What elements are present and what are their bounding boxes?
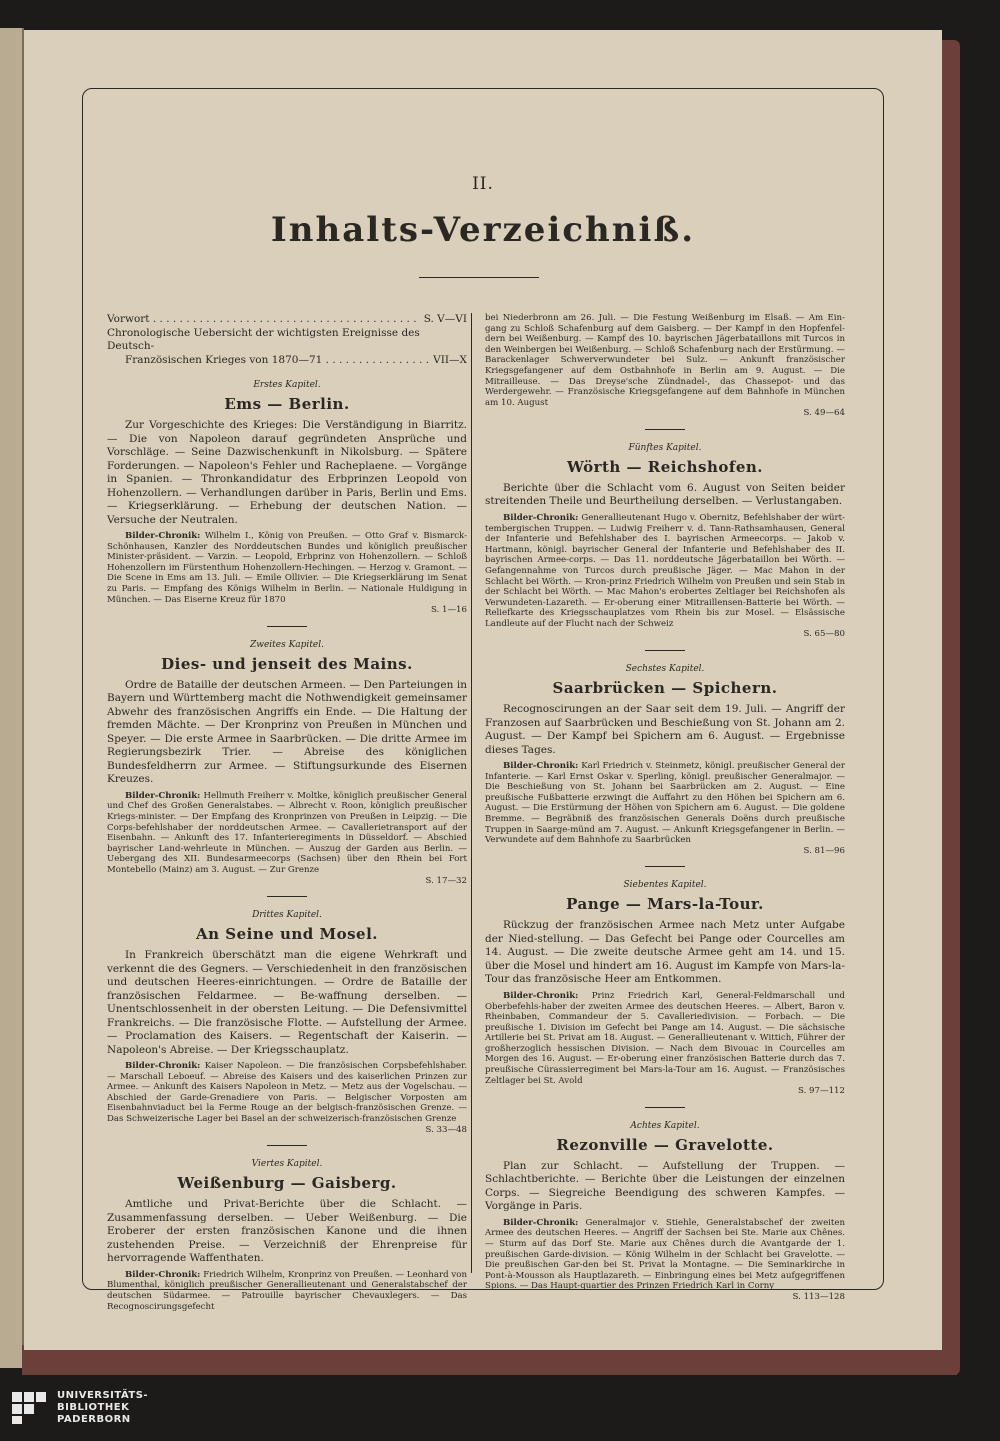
- page-title: Inhalts-Verzeichniß.: [270, 210, 696, 250]
- chapter-pages: S. 65—80: [803, 629, 845, 640]
- logo-line-2: BIBLIOTHEK: [57, 1402, 130, 1413]
- chapter-label: Sechstes Kapitel.: [625, 664, 705, 675]
- bilder-chronik-start: [107, 1270, 467, 1312]
- toc-label-cont: Französischen Krieges von 1870—71 . . .: [125, 354, 429, 368]
- bilder-text: Hellmuth Freiherr v. Moltke, königlich preußischer General und Chef des Großen Generalstabes. — Albrecht v. Roon, königlich preußischer Kriegs-minister. — Der Empfang des Kronprinzen von Preußen in Leipzig. — Die Corps-befehlshaber der norddeutschen Armee. — Cavallerietransport auf der Eisenbahn. — Ankunft des 17. Infanterieregiments in Düsseldorf. — Abschied bayrischer Land-wehrleute in München. — Auszug der Garden aus Berlin. — Uebergang des XII. Bundesarmeecorps (Sachsen) über den Rhein bei Fort Montebello (Mainz) am 3. August. — Zur Grenze: [107, 790, 467, 875]
- toc-pages: S. V—VI: [423, 313, 467, 325]
- chapter-pages: S. 97—112: [798, 1086, 845, 1097]
- chapter-title: Pange — Mars-la-Tour.: [566, 895, 764, 914]
- chapter-separator: [267, 626, 307, 627]
- chapter-pages: S. 81—96: [803, 845, 845, 856]
- book-page: [24, 30, 942, 1350]
- chapter-title: Saarbrücken — Spichern.: [552, 679, 778, 698]
- chapter-2: [107, 639, 467, 897]
- chapter-title: Rezonville — Gravelotte.: [556, 1135, 774, 1154]
- chapter-label: Viertes Kapitel.: [251, 1159, 323, 1170]
- chapter-pages: S. 1—16: [430, 605, 467, 616]
- chapter-title: Weißenburg — Gaisberg.: [177, 1174, 397, 1193]
- chapter-separator: [645, 429, 685, 430]
- column-divider: [471, 313, 472, 1273]
- chapter-4-continued: [485, 313, 845, 430]
- logo-line-1: UNIVERSITÄTS-: [57, 1390, 149, 1401]
- book-left-edge: [0, 28, 24, 1368]
- chapter-title: Dies- und jenseit des Mains.: [161, 654, 413, 673]
- bilder-chronik: [485, 513, 845, 630]
- chapter-title: Ems — Berlin.: [224, 395, 350, 413]
- left-column: [107, 313, 467, 1312]
- bilder-label: Bilder-Chronik:: [125, 1269, 201, 1280]
- bilder-label: Bilder-Chronik:: [503, 512, 579, 523]
- library-logo-text: [57, 1390, 148, 1426]
- toc-entry-vorwort: [107, 313, 467, 327]
- chapter-3: [107, 909, 467, 1146]
- chapter-title: Wörth — Reichshofen.: [566, 457, 764, 476]
- chapter-title: An Seine und Mosel.: [195, 925, 379, 944]
- bilder-label: Bilder-Chronik:: [503, 1217, 579, 1228]
- bilder-chronik: [107, 791, 467, 876]
- bilder-text: Prinz Friedrich Karl, General-Feldmarschall und Oberbefehls-haber der zweiten Armee des deutschen Heeres. — Albert, Baron v. Rheinbaben, Commandeur der 5. Cavalleriedivision. — Forbach. — Die preußische 1. Division im Gefecht bei Pange am 14. August. — Die sächsische Artillerie bei St. Privat am 18. August. — Generallieutenant v. Wittich, Führer der großherzoglich hessischen Division. — Nach dem Bivouac in Courcelles am Morgen des 16. August. — Er-oberung einer französischen Batterie durch das 7. preußische Cürassierregiment bei Mars-la-Tour am 16. August. — Französisches Zeltlager bei St. Avold: [485, 990, 846, 1086]
- bilder-label: Bilder-Chronik:: [125, 790, 201, 801]
- toc-entry-chronologie: [107, 327, 467, 354]
- chapter-separator: [645, 866, 685, 867]
- bilder-chronik: [485, 1218, 845, 1292]
- bilder-chronik-continued: [485, 313, 845, 408]
- bilder-chronik: [107, 531, 467, 605]
- bilder-chronik: [485, 991, 845, 1086]
- toc-label: Vorwort . . .: [107, 313, 420, 327]
- chapter-pages: S. 33—48: [425, 1124, 467, 1135]
- bilder-text: Kaiser Napoleon. — Die französischen Corpsbefehlshaber. — Marschall Leboeuf. — Abreise des Kaisers und des kaiserlichen Prinzen zur Armee. — Ankunft des Kaisers Napoleon in Metz. — Metz aus der Vogelschau. — Abschied der Garde-Grenadiere von Paris. — Belgischer Vorposten am Eisenbahnviaduct bei la Ferme Rouge an der belgisch-französischen Grenze. — Das Schweizerische Lager bei Basel an der schweizerisch-französischen Grenze: [107, 1061, 468, 1125]
- chapter-label: Erstes Kapitel.: [253, 380, 321, 390]
- bilder-label: Bilder-Chronik:: [125, 531, 201, 541]
- chapter-1: [107, 379, 467, 627]
- title-rule: [419, 277, 539, 278]
- chapter-8: [485, 1120, 845, 1303]
- bilder-chronik: [107, 1061, 467, 1125]
- chapter-summary: Berichte über die Schlacht vom 6. August von Seiten beider streitenden Theile und Beurtheilung derselben. — Verlustangaben.: [485, 481, 845, 508]
- bilder-text: Karl Friedrich v. Steinmetz, königl. preußischer General der Infanterie. — Karl Ernst Oskar v. Sperling, königl. preußischer Generalmajor. — Die Beschießung von St. Johann bei Saarbrücken am 2. August. — Eine preußische Fußbatterie erzwingt die Auffahrt zu den Höhen bei Spichern am 6. August. — Die Erstürmung der Höhen von Spichern am 6. August. — Die goldene Bremme. — Begräbniß des französischen Generals Doëns durch preußische Truppen in Saarge-münd am 7. August. — Ankunft Kriegsgefangener in Berlin. — Verwundete auf dem Bahnhofe zu Saarbrücken: [485, 761, 845, 846]
- library-logo: [12, 1388, 172, 1428]
- chapter-separator: [645, 1107, 685, 1108]
- chapter-label: Drittes Kapitel.: [252, 910, 322, 921]
- chapter-6: [485, 663, 845, 867]
- chapter-separator: [267, 896, 307, 897]
- chapter-4: [107, 1158, 467, 1312]
- chapter-pages: S. 17—32: [425, 875, 467, 886]
- chapter-summary: Recognoscirungen an der Saar seit dem 19. Juli. — Angriff der Franzosen auf Saarbrücken und Beschießung von St. Johann am 2. August. — Der Kampf bei Spichern am 6. August. — Ergebnisse dieses Tages.: [485, 703, 845, 756]
- chapter-pages: S. 49—64: [803, 408, 845, 419]
- logo-line-3: PADERBORN: [57, 1414, 131, 1425]
- bilder-label: Bilder-Chronik:: [125, 1061, 201, 1072]
- chapter-label: Fünftes Kapitel.: [628, 442, 702, 453]
- chapter-label: Siebentes Kapitel.: [623, 880, 707, 891]
- chapter-summary: In Frankreich überschätzt man die eigene Wehrkraft und verkennt die des Gegners. — Verschiedenheit in den französischen und deutschen Heeres-einrichtungen. — Ordre de Bataille der französischen Feldarmee. — Be-waffnung derselben. — Unentschlossenheit in der obersten Leitung. — Die Defensivmittel Frankreichs. — Die französische Flotte. — Aufstellung der Armee. — Proclamation des Kaisers. — Regentschaft der Kaiserin. — Napoleon's Abreise. — Der Kriegsschauplatz.: [107, 949, 467, 1056]
- chapter-summary: Rückzug der französischen Armee nach Metz unter Aufgabe der Nied-stellung. — Das Gefecht bei Pange oder Courcelles am 14. August. — Die zweite deutsche Armee geht am 14. und 15. über die Mosel und hindert am 16. August im Kampfe von Mars-la-Tour das französische Heer am Entkommen.: [485, 919, 845, 986]
- bilder-text: Friedrich Wilhelm, Kronprinz von Preußen. — Leonhard von Blumenthal, königlich preußischer Generallieutenant und Generalstabschef der deutschen Südarmee. — Patrouille bayrischer Chevauxlegers. — Das Recognoscirungsgefecht: [107, 1269, 467, 1312]
- right-column: [485, 313, 845, 1303]
- chapter-summary: Plan zur Schlacht. — Aufstellung der Truppen. — Schlachtberichte. — Berichte über die Leistungen der einzelnen Corps. — Siegreiche Beendigung des schweren Kampfes. — Vorgänge in Paris.: [485, 1159, 845, 1213]
- bilder-label: Bilder-Chronik:: [503, 761, 579, 772]
- chapter-5: [485, 442, 845, 651]
- chapter-summary: Ordre de Bataille der deutschen Armeen. — Den Parteiungen in Bayern und Württemberg macht die Nothwendigkeit gemeinsamer Abwehr des französischen Angriffs ein Ende. — Die Haltung der fremden Mächte. — Der Kronprinz von Preußen in München und Speyer. — Die erste Armee in Saarbrücken. — Die dritte Armee im Regierungsbezirk Trier. — Abreise des königlichen Bundesfeldherrn zur Armee. — Stiftungsurkunde des Eisernen Kreuzes.: [107, 678, 467, 786]
- chapter-summary: Zur Vorgeschichte des Krieges: Die Verständigung in Biarritz. — Die von Napoleon darauf gegründeten Ansprüche und Vorschläge. — Seine Dazwischenkunft in Nikolsburg. — Spätere Forderungen. — Napoleon's Fehler und Racheplaene. — Vorgänge in Spanien. — Thronkandidatur des Erbprinzen Leopold von Hohenzollern. — Verhandlungen darüber in Paris, Berlin und Ems. — Kriegserklärung. — Erhebung der deutschen Nation. — Versuche der Neutralen.: [107, 419, 467, 526]
- bilder-text: Generallieutenant Hugo v. Obernitz, Befehlshaber der würt-tembergischen Truppen. — Ludwig Freiherr v. d. Tann-Rathsamhausen, General der Infanterie und Befehlshaber des I. bayrischen Armeecorps. — Jakob v. Hartmann, königl. bayrischer General der Infanterie und Befehlshaber des II. bayrischen Armee-corps. — Das 11. norddeutsche Jägerbataillon bei Wörth. — Gefangennahme von Turcos durch preußische Jäger. — Mac Mahon in der Schlacht bei Wörth. — Kron-prinz Friedrich Wilhelm von Preußen und sein Stab in der Schlacht bei Wörth. — Mac Mahon's erobertes Zeltlager bei Reichshofen als Verwundeten-Lazareth. — Er-oberung einer Mitraillensen-Batterie bei Wörth. — Reliefkarte des Kriegsschauplatzes vom Rhein bis zur Mosel. — Elsässische Landleute auf der Flucht nach der Schweiz: [485, 512, 845, 629]
- chapter-label: Zweites Kapitel.: [250, 639, 324, 650]
- bilder-chronik: [485, 761, 845, 846]
- chapter-pages: S. 113—128: [792, 1292, 845, 1302]
- bilder-text: Wilhelm I., König von Preußen. — Otto Graf v. Bismarck-Schönhausen, Kanzler des Norddeutschen Bundes und königlich preußischer Minister-präsident. — Varzin. — Leopold, Erbprinz von Hohenzollern. — Schloß Hohenzollern im Fürstenthum Hohenzollern-Hechingen. — Herzog v. Gramont. — Die Scene in Ems am 13. Juli. — Emile Ollivier. — Die Kriegserklärung im Senat zu Paris. — Empfang des Königs Wilhelm in Berlin. — Nationale Huldigung in München. — Das Eiserne Kreuz für 1870: [107, 531, 467, 605]
- library-logo-icon: [12, 1392, 50, 1424]
- chapter-separator: [645, 650, 685, 651]
- section-numeral: II.: [472, 174, 494, 194]
- bilder-text: bei Niederbronn am 26. Juli. — Die Festung Weißenburg im Elsaß. — Am Ein-gang zu Schloß Schafenburg auf dem Gaisberg. — Der Kampf in den Hopfenfel-dern bei Weißenburg. — Kampf des 10. bayrischen Jägerbataillons mit Turcos in den Weinbergen bei Weißenburg. — Schloß Schafenburg nach der Erstürmung. — Barackenlager Schwerverwundeter bei Sulz. — Ankunft französischer Kriegsgefangener auf dem Ostbahnhofe in Berlin am 9. August. — Die Mitrailleuse. — Das Dreyse'sche Zündnadel-, das Chassepot- und das Werdergewehr. — Französische Kriegsgefangene auf dem Bahnhofe in München am 10. August: [485, 313, 845, 408]
- chapter-summary: Amtliche und Privat-Berichte über die Schlacht. — Zusammenfassung derselben. — Ueber Weißenburg. — Die Eroberer der ersten französischen Kanone und die ihnen zustehenden Preise. — Verzeichniß der Ehrenpreise für hervorragende Waffenthaten.: [107, 1198, 467, 1265]
- toc-label: Chronologische Uebersicht der wichtigsten Ereignisse des Deutsch-: [107, 326, 420, 352]
- toc-entry-chronologie-cont: [107, 354, 467, 368]
- toc-pages: VII—X: [433, 353, 467, 366]
- chapter-label: Achtes Kapitel.: [630, 1120, 700, 1131]
- bilder-text: Generalmajor v. Stiehle, Generalstabschef der zweiten Armee des deutschen Heeres. — Angriff der Sachsen bei Ste. Marie aux Chênes. — Sturm auf das Dorf Ste. Marie aux Chênes durch die Avantgarde der 1. preußischen Garde-division. — König Wilhelm in der Schlacht bei Gravelotte. — Die preußischen Gar-den bei St. Privat la Montagne. — Die Seminarkirche in Pont-à-Mousson als Hauptlazareth. — Einbringung eines bei Metz aufgegriffenen Spions. — Das Haupt-quartier des Prinzen Friedrich Karl in Corny: [485, 1217, 845, 1292]
- chapter-7: [485, 879, 845, 1107]
- chapter-separator: [267, 1145, 307, 1146]
- bilder-label: Bilder-Chronik:: [503, 990, 579, 1001]
